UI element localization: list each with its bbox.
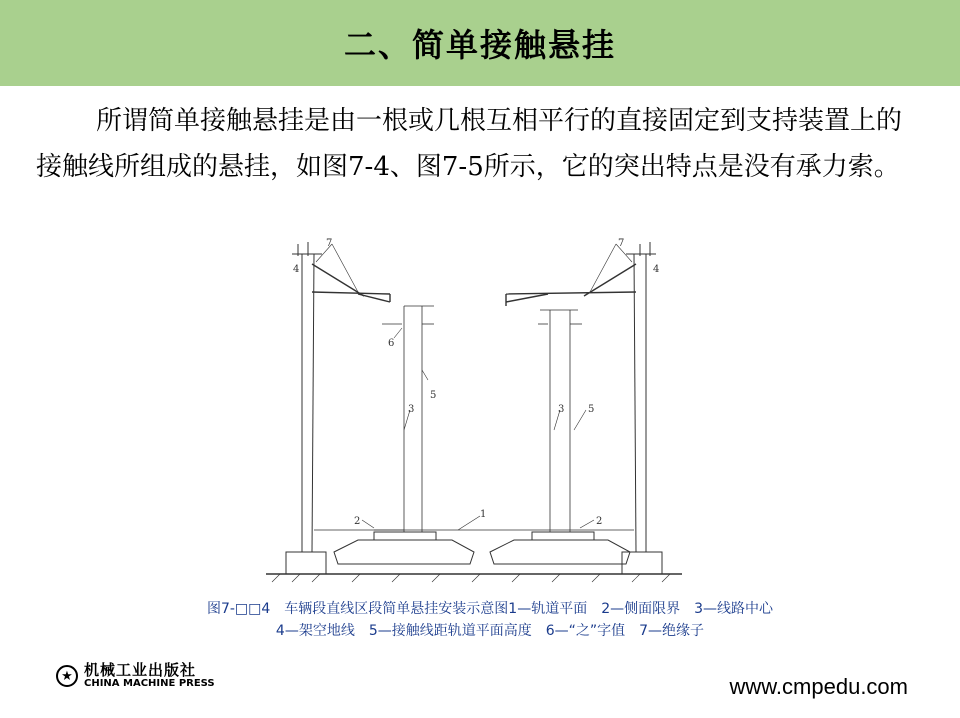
label-5-left: 5 [430,390,437,401]
figure-caption-line2: 4—架空地线 5—接触线距轨道平面高度 6—“之”字值 7—绝缘子 [275,623,705,639]
figure-caption-line1: 图7-□□4 车辆段直线区段简单悬挂安装示意图1—轨道平面 2—侧面限界 3—线路中心 [206,601,774,617]
label-4-left: 4 [293,264,300,275]
label-3-left: 3 [408,404,415,415]
right-track [490,532,630,564]
label-2-left: 2 [354,516,361,527]
publisher-star-icon: ★ [56,665,78,687]
publisher-logo [56,662,215,690]
slide-title: 二、简单接触悬挂 [343,26,616,64]
left-cantilever [312,264,390,302]
label-2-right: 2 [596,516,603,527]
height-lines [404,306,578,532]
ground-hatch [272,574,670,582]
body-paragraph: 所谓简单接触悬挂是由一根或几根互相平行的直接固定到支持装置上的接触线所组成的悬挂，如图7-4、图7-5所示，它的突出特点是没有承力索。 [36,106,903,182]
catenary-diagram [262,234,686,586]
title-bar [0,0,960,86]
label-4-right: 4 [653,264,660,275]
label-7-right: 7 [618,238,625,249]
website-url: www.cmpedu.com [729,674,908,699]
label-6: 6 [388,338,395,349]
publisher-name-en: CHINA MACHINE PRESS [84,678,215,689]
label-5-right: 5 [588,404,595,415]
right-cantilever [506,264,636,306]
left-track [334,532,474,564]
publisher-name-cn: 机械工业出版社 [84,661,197,679]
leader-lines [316,244,632,530]
label-7-left: 7 [326,238,333,249]
label-3-right: 3 [558,404,565,415]
label-1: 1 [480,509,487,520]
